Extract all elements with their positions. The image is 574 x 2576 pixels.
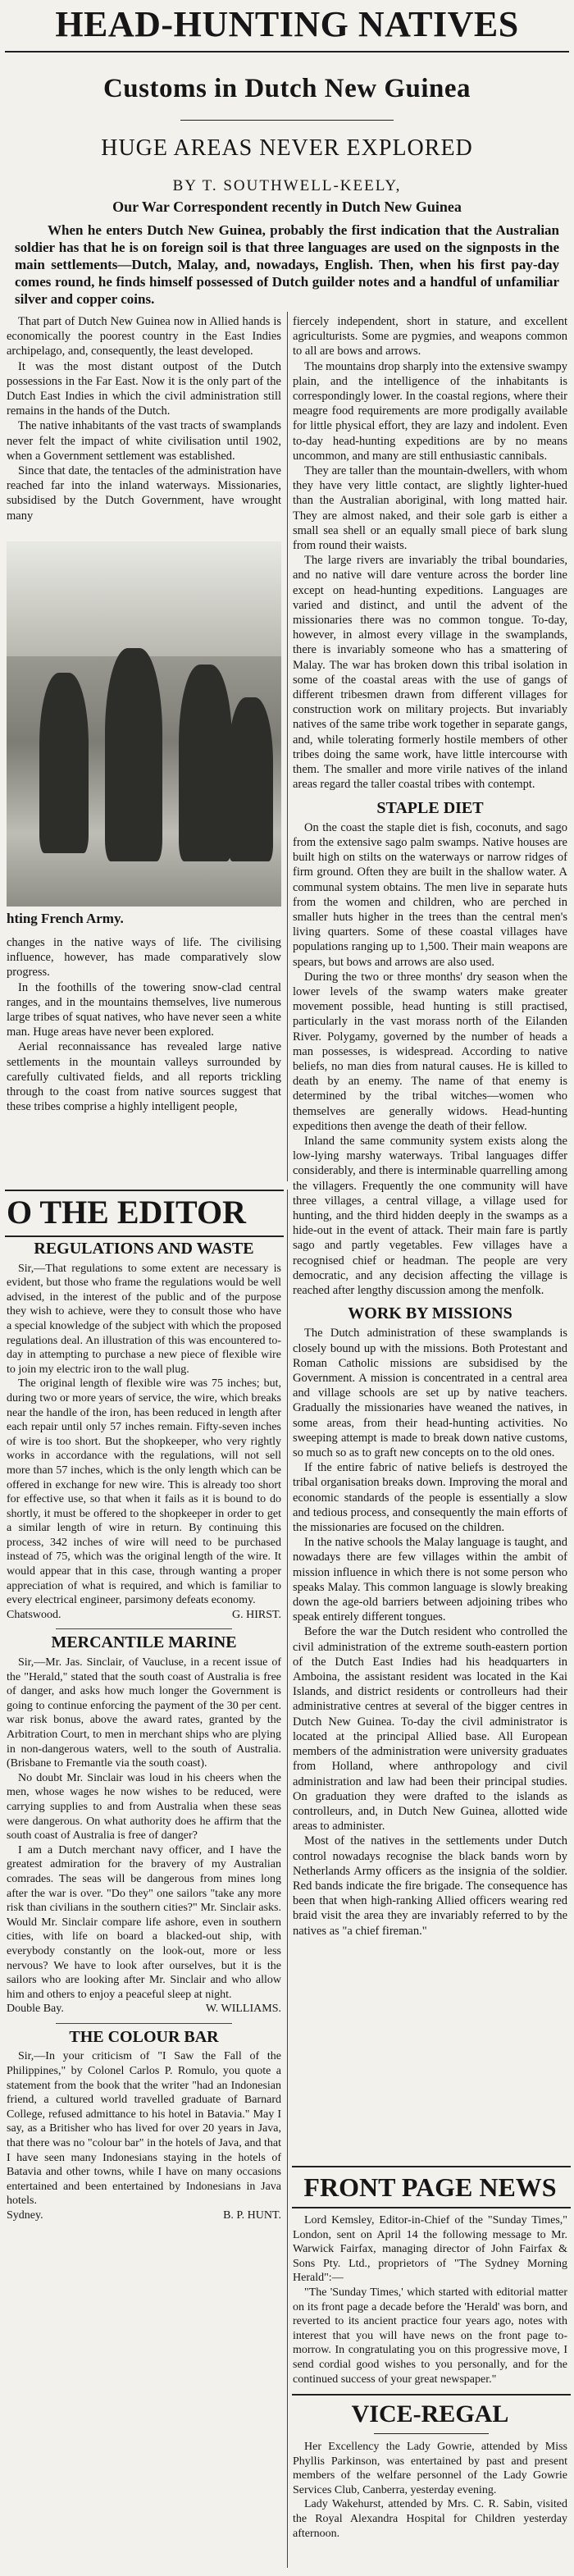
letter-heading: MERCANTILE MARINE (51, 1633, 237, 1652)
article-paragraph: Most of the natives in the settlements under Dutch control nowadays recognise the black bands worn by Netherlands Army officers as the insignia of the soldier. Red bands indicate the fire brigade. The consequence has been that when high-ranking Allied officers wearing red braid visit the area they are invariably referred to by the natives as "a chief fireman." (293, 1834, 567, 1938)
letters-banner: O THE EDITOR (7, 1194, 246, 1231)
divider (5, 1235, 284, 1237)
article-paragraph: That part of Dutch New Guinea now in Allied hands is economically the poorest country in the East Indies archipelago, and, consequently, the least developed. (7, 315, 281, 359)
divider (5, 1190, 284, 1191)
front-page-news-article (293, 2213, 567, 2386)
article-column-left (7, 314, 281, 523)
article-paragraph: The mountains drop sharply into the extensive swampy plain, and the intelligence of the inhabitants is correspondingly lower. In the coastal regions, where their meagre food requirements are more prodigally available for little physical effort, they are lazy and indolent. Even to-day head-hunting expeditions are by no means uncommon, and many are still enthusiastic cannibals. (293, 359, 567, 463)
letter-heading: THE COLOUR BAR (69, 2027, 219, 2046)
divider (292, 2394, 571, 2396)
divider (292, 2207, 571, 2208)
article-paragraph: fiercely independent, short in stature, and excellent agriculturists. Some are pygmies, and weapons common to all are bows and arrows. (293, 315, 567, 359)
article-paragraph: Since that date, the tentacles of the administration have reached far into the inland waterways. Missionaries, subsidised by the Dutch Government, have wrought many (7, 464, 281, 523)
section-heading: WORK BY MISSIONS (348, 1304, 512, 1323)
letter-paragraph: Sir,—Mr. Jas. Sinclair, of Vaucluse, in a recent issue of the "Herald," stated that the south coast of Australia is free of danger, and asks how much longer the Government is going to continue enforcing the payment of the 30 per cent. war risk bonus, above the award rates, granted by the Arbitration Court, to men in merchant ships who are plying in non-dangerous waters, well to the south of Australia. (Brisbane to Fremantle via the south coast). (7, 1656, 281, 1770)
article-paragraph: They are taller than the mountain-dwellers, with whom they have very little contact, are slightly lighter-hued than the Australian aboriginal, with long matted hair. They are almost naked, and their sole garb is either a small sea shell or an equally small piece of bark slung from round their waists. (293, 464, 567, 553)
letter-place: Double Bay. (7, 2003, 64, 2016)
article-column-left-continued (7, 935, 281, 1114)
divider (292, 2166, 571, 2167)
section-heading: STAPLE DIET (376, 798, 484, 817)
byline-credit: Our War Correspondent recently in Dutch New Guinea (112, 199, 462, 215)
divider (374, 2433, 489, 2434)
letter-paragraph: No doubt Mr. Sinclair was loud in his cheers when the men, whose wages he now wishes to be reduced, were carrying supplies to and from Australia when these seas were dangerous. On what authority does he affirm that the south coast of Australia is free of danger? (7, 1771, 281, 1843)
subheadline: Customs in Dutch New Guinea (102, 74, 472, 103)
divider (5, 51, 569, 53)
article-paragraph: Lord Kemsley, Editor-in-Chief of the "Sunday Times," London, sent on April 14 the following message to Mr. Warwick Fairfax, managing director of John Fairfax & Sons Pty. Ltd., proprietors of "The Sydney Morning Herald":— (293, 2214, 567, 2285)
letter-place: Chatswood. (7, 1608, 61, 1621)
letter-signature (7, 2002, 281, 2016)
letter-heading: REGULATIONS AND WASTE (34, 1240, 254, 1258)
article-paragraph: "The 'Sunday Times,' which started with editorial matter on its front page a decade before the 'Herald' was born, and reverted to its ancient practice four years ago, notes with interest that you will have news on the front page to-morrow. In congratulating you on this progressive move, I send cordial good wishes to you personally, and for the continued success of your great newspaper." (293, 2286, 567, 2386)
column-divider (287, 312, 288, 1181)
letter-paragraph: I am a Dutch merchant navy officer, and I have the greatest admiration for the bravery of my Australian comrades. The seas will be dangerous from mines long after the war is over. "Do they" one sailors "take any more risk than civilians in the southern cities?" Mr. Sinclair asks. Would Mr. Sinclair compare life ashore, even in southern cities, with life on board a blacked-out ship, with everybody constantly on the look-out, more or less nervous? We have to look after ourselves, but it is the sailors who are looking after Mr. Sinclair and who allow him and others to enjoy a peaceful sleep at night. (7, 1843, 281, 2001)
article-paragraph: On the coast the staple diet is fish, coconuts, and sago from the extensive sago palm swamps. Native houses are built high on stilts on the waterways or narrow ridges of firm ground. Often they are built in the shallow water. A communal system obtains. The men live in separate huts from the women and children, who are perched in smaller huts higher in the trees than the central men's living quarters. Some of these coastal villages have populations ranging up to 1,500. Their main weapons are spears, but bows and arrows are also used. (293, 820, 567, 969)
article-paragraph: Aerial reconnaissance has revealed large native settlements in the mountain valleys surrounded by carefully cultivated fields, and all reports trickling through to the coast from native sources suggest that these tribes comprise a highly intelligent people, (7, 1040, 281, 1114)
letter-place: Sydney. (7, 2209, 43, 2222)
divider (180, 120, 394, 121)
article-paragraph: Inland the same community system exists along the low-lying marshy waterways. Tribal languages differ considerably, and there is interminable quarrelling among the villagers. Frequently the one community will have three villages, a central village, a village used for hunting, and the third hidden deeply in the swamps as a hide-out in the event of attack. Their main fare is partly sago and partly vegetables. Few villages have a recognised chief or headman. The people are very democratic, and any decision affecting the village is reached after lengthy discussion among the menfolk. (293, 1134, 567, 1297)
letter-signer: B. P. HUNT. (223, 2209, 281, 2222)
article-paragraph: The native inhabitants of the vast tracts of swamplands never felt the impact of white civilisation until 1902, when a Government settlement was established. (7, 419, 281, 463)
deck-headline: HUGE AREAS NEVER EXPLORED (101, 135, 473, 161)
article-paragraph: changes in the native ways of life. The civilising influence, however, has made comparatively slow progress. (7, 936, 281, 980)
column-divider (287, 1190, 288, 2568)
main-headline: HEAD-HUNTING NATIVES (55, 4, 519, 44)
letter-paragraph: Sir,—In your criticism of "I Saw the Fall of the Philippines," by Colonel Carlos P. Romulo, you quote a statement from the book that the writer "had an Indonesian friend, a cultured world travelled graduate of Barnard College, refused admittance to his hotel in Batavia." May I say, as a Britisher who has lived for over 20 years in Java, that there was no "colour bar" in the hotels of Java, and that I have seen many Indonesians staying in the hotels of Batavia and other towns, while I have on many occasions entertained and been entertained by Indonesians in Java hotels. (7, 2050, 281, 2208)
letter-paragraph: Sir,—That regulations to some extent are necessary is evident, but those who frame the regulations would be well advised, in the interest of the public and of the purpose they wish to achieve, were they to consult those who have a special knowledge of the subject with which the proposed regulations deal. An illustration of this was encountered to-day in attempting to purchase a new piece of flexible wire to join my electric iron to the wall plug. (7, 1262, 281, 1376)
article-paragraph: The large rivers are invariably the tribal boundaries, and no native will dare venture across the border line except on head-hunting expeditions. Languages are varied and distinct, and until the advent of the missionaries there was no common tongue. To-day, however, in almost every village in the swamplands, there is invariably someone who has a smattering of Malay. The war has broken down this tribal isolation in some of the coastal areas with the use of gangs of different tribesmen drawn from different villages for construction work on military projects. But invariably natives of the same tribe work together in separate gangs, and, while tolerating formerly hostile members of other tribes doing the same work, have little intercourse with them. The smaller and more virile natives of the inland areas regard the taller coastal tribes with contempt. (293, 554, 567, 792)
article-paragraph: Her Excellency the Lady Gowrie, attended by Miss Phyllis Parkinson, was entertained by past and present members of the welfare personnel of the Lady Gowrie Services Club, Canberra, yesterday evening. (293, 2441, 567, 2496)
byline: BY T. SOUTHWELL-KEELY, (172, 177, 402, 194)
front-page-news-heading: FRONT PAGE NEWS (303, 2172, 557, 2202)
article-column-right (293, 314, 567, 1939)
article-paragraph: It was the most distant outpost of the Dutch possessions in the Far East. Now it is the only part of the Dutch East Indies in which the civil administration still remains in the hands of the Dutch. (7, 359, 281, 418)
article-paragraph: In the native schools the Malay language is taught, and nowadays there are few villages within the ambit of mission influence in which there is not some person who speaks Malay. This common language is slowly breaking down the age-old barriers between adjoining tribes who speak entirely different tongues. (293, 1536, 567, 1624)
article-paragraph: The Dutch administration of these swamplands is closely bound up with the missions. Both Protestant and Roman Catholic missions are subsidised by the Government. A mission is concentrated in a central area and village schools are set up by native teachers. Gradually the missionaries have weaned the natives, in some areas, from their head-hunting activities. No sweeping attempt is made to break down native customs, so much so as to graft new concepts on to the old ones. (293, 1327, 567, 1460)
letters-column (7, 1242, 281, 2223)
article-paragraph: Lady Wakehurst, attended by Mrs. C. R. Sabin, visited the Royal Alexandra Hospital for Children yesterday afternoon. (293, 2498, 567, 2540)
letter-signer: W. WILLIAMS. (205, 2003, 281, 2016)
photo-caption: hting French Army. (7, 911, 124, 926)
letter-paragraph: The original length of flexible wire was 75 inches; but, during two or more years of service, the wire, which breaks near the handle of the iron, has been reduced in length after each repair until only 57 inches remain. Fifty-seven inches of wire is too short. But the shopkeeper, who very rightly works in accordance with the regulations, will not sell more than 57 inches, which is the only length which can be offered in exchange for new wire. This is already too short for effective use, so that when it fails as it is bound to do shortly, it must be offered to the shopkeeper in order to get a similar length of wire in return. By continuing this process, 342 inches of wire will need to be purchased instead of 75, which was the original length of the wire. It would appear that in this case, through wanting a proper appreciation of what is required, and which is familiar to every electrical engineer, parsimony defeats economy. (7, 1377, 281, 1607)
letter-signer: G. HIRST. (231, 1608, 281, 1621)
letter-signature (7, 2208, 281, 2223)
article-paragraph: Before the war the Dutch resident who controlled the civil administration of the extreme south-eastern portion of the Dutch East Indies had his headquarters in Amboina, the assistant resident was located in the Kai Islands, and district residents or controlleurs had their administrative centres at several of the bigger centres in Dutch New Guinea. To-day the civil administrator is located at the principal Allied base. All European members of the administration were university graduates from Holland, where anthropology and civil administration and law had been their principal studies. On graduation they were drafted to the islands as controlleurs, and, in Dutch New Guinea, allotted wide areas to administer. (293, 1625, 567, 1834)
letter-signature (7, 1608, 281, 1623)
vice-regal-heading: VICE-REGAL (351, 2400, 509, 2428)
article-paragraph: If the entire fabric of native beliefs is destroyed the tribal organisation breaks down. Improving the moral and economic standards of the people is essentially a slow and tedious process, and consequently the main efforts of the missionaries are focused on the children. (293, 1461, 567, 1535)
article-paragraph: During the two or three months' dry season when the lower levels of the swamp waters make greater movement possible, head hunting is still practised, particularly in the vast morass north of the Eilanden River. Polygamy, governed by the number of heads a man possesses, is widespread. According to native beliefs, no man dies from natural causes. He is killed to death by an enemy. The name of that enemy is determined by the tribal witches—women who themselves are generally widows. Head-hunting expeditions then avenge the death of their fellow. (293, 970, 567, 1133)
lede-paragraph: When he enters Dutch New Guinea, probably the first indication that the Australian soldier has that he is on foreign soil is that three languages are used on the signposts in the main settlements—Dutch, Malay, and, nowadays, English. Then, when his first pay-day comes round, he finds himself possessed of Dutch guilder notes and a handful of unfamiliar silver and copper coins. (15, 222, 559, 307)
article-paragraph: In the foothills of the towering snow-clad central ranges, and in the mountains themselves, live numerous large tribes of squat natives, who have never seen a white man. Huge areas have never been explored. (7, 980, 281, 1039)
vice-regal-article (293, 2440, 567, 2541)
news-photo (7, 541, 281, 907)
